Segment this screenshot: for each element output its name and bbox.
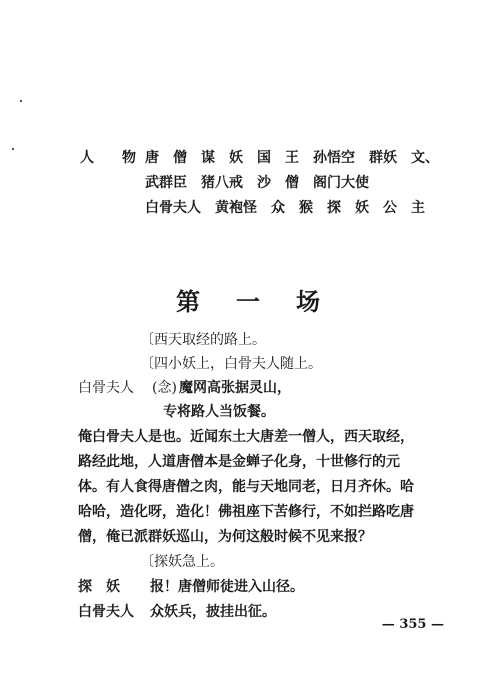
speech-line: 俺白骨夫人是也。近闻东土大唐差一僧人，西天取经， xyxy=(78,429,414,445)
speech-line: 体。有人食得唐僧之肉，能与天地同老，日月齐休。哈 xyxy=(78,479,414,495)
speaker-tanyao: 探 妖 xyxy=(78,579,120,595)
tanyao-line: 报！唐僧师徒进入山径。 xyxy=(150,579,304,595)
scene-title: 第 一 场 xyxy=(176,287,326,316)
page-number: — 355 — xyxy=(381,617,444,632)
print-speck xyxy=(20,100,22,102)
cast-line-3: 白骨夫人 黄袍怪 众 猴 探 妖 公 主 xyxy=(145,200,425,216)
verse-line-2: 专将路人当饭餐。 xyxy=(163,404,275,420)
stage-direction-1: 〔西天取经的路上。 xyxy=(140,332,266,348)
recite-tag: (念) xyxy=(152,380,177,396)
stage-direction-2: 〔四小妖上，白骨夫人随上。 xyxy=(140,356,322,372)
speaker-baigu-furen: 白骨夫人 xyxy=(78,380,134,396)
speech-line: 僧，俺已派群妖巡山，为何这般时候不见来报？ xyxy=(78,529,372,545)
print-speck xyxy=(12,148,14,150)
cast-label: 人 物 xyxy=(80,150,136,166)
baigu-line: 众妖兵，披挂出征。 xyxy=(150,604,276,620)
cast-line-2: 武群臣 猪八戒 沙 僧 阁门大使 xyxy=(145,175,369,191)
speaker-baigu-furen-2: 白骨夫人 xyxy=(78,604,134,620)
cast-line-1: 唐 僧 谋 妖 国 王 孙悟空 群妖 文、 xyxy=(145,150,439,166)
speech-line: 哈哈，造化呀，造化！佛祖座下苦修行，不如拦路吃唐 xyxy=(78,504,414,520)
verse-line-1: 魔网高张据灵山， xyxy=(179,380,291,396)
speech-line: 路经此地，人道唐僧本是金蝉子化身，十世修行的元 xyxy=(78,454,400,470)
stage-direction-3: 〔探妖急上。 xyxy=(140,554,224,570)
